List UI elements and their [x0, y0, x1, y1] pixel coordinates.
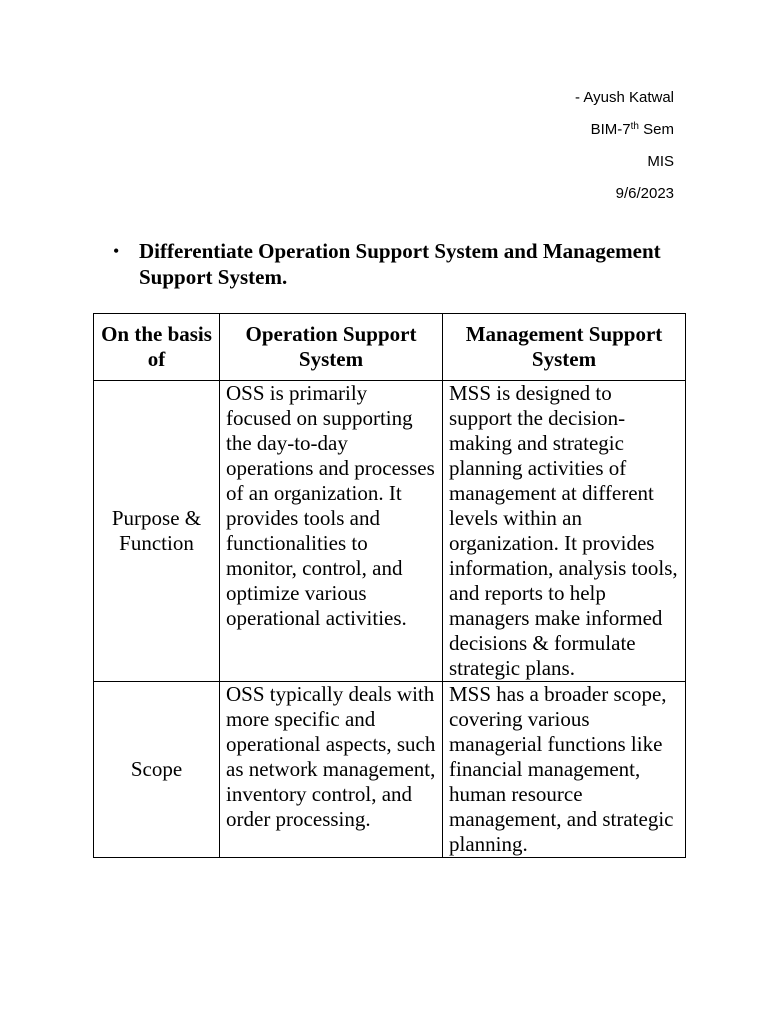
- course-superscript: th: [630, 121, 639, 132]
- header-basis: On the basis of: [94, 314, 220, 381]
- subject-name: MIS: [647, 153, 674, 170]
- course-line: [575, 120, 674, 140]
- question-item: [113, 238, 673, 290]
- comparison-table: [93, 313, 686, 858]
- row-mss-cell: MSS has a broader scope, covering various managerial functions like financial management, human resource management, and strategic planning.: [443, 682, 686, 858]
- bullet-icon: •: [113, 241, 120, 261]
- header-mss: Management Support System: [443, 314, 686, 381]
- author-name: - Ayush Katwal: [575, 89, 674, 106]
- document-date: 9/6/2023: [615, 185, 674, 202]
- row-basis: Purpose & Function: [94, 381, 220, 682]
- row-mss-cell: MSS is designed to support the decision-making and strategic planning activities of management at different levels within an organization. It provides information, analysis tools, and reports to help managers make informed decisions & formulate strategic plans.: [443, 381, 686, 682]
- question-text: Differentiate Operation Support System and Management Support System.: [139, 239, 661, 289]
- course-suffix: Sem: [638, 121, 674, 138]
- row-oss-cell: OSS typically deals with more specific and operational aspects, such as network management, inventory control, and order processing.: [220, 682, 443, 858]
- table-row: [94, 682, 686, 858]
- table-row: [94, 381, 686, 682]
- course-prefix: BIM-7: [590, 121, 631, 138]
- document-header: [575, 88, 674, 216]
- row-basis: Scope: [94, 682, 220, 858]
- table-header-row: [94, 314, 686, 381]
- header-oss: Operation Support System: [220, 314, 443, 381]
- row-oss-cell: OSS is primarily focused on supporting the day-to-day operations and processes of an organization. It provides tools and functionalities to monitor, control, and optimize various operational activities.: [220, 381, 443, 682]
